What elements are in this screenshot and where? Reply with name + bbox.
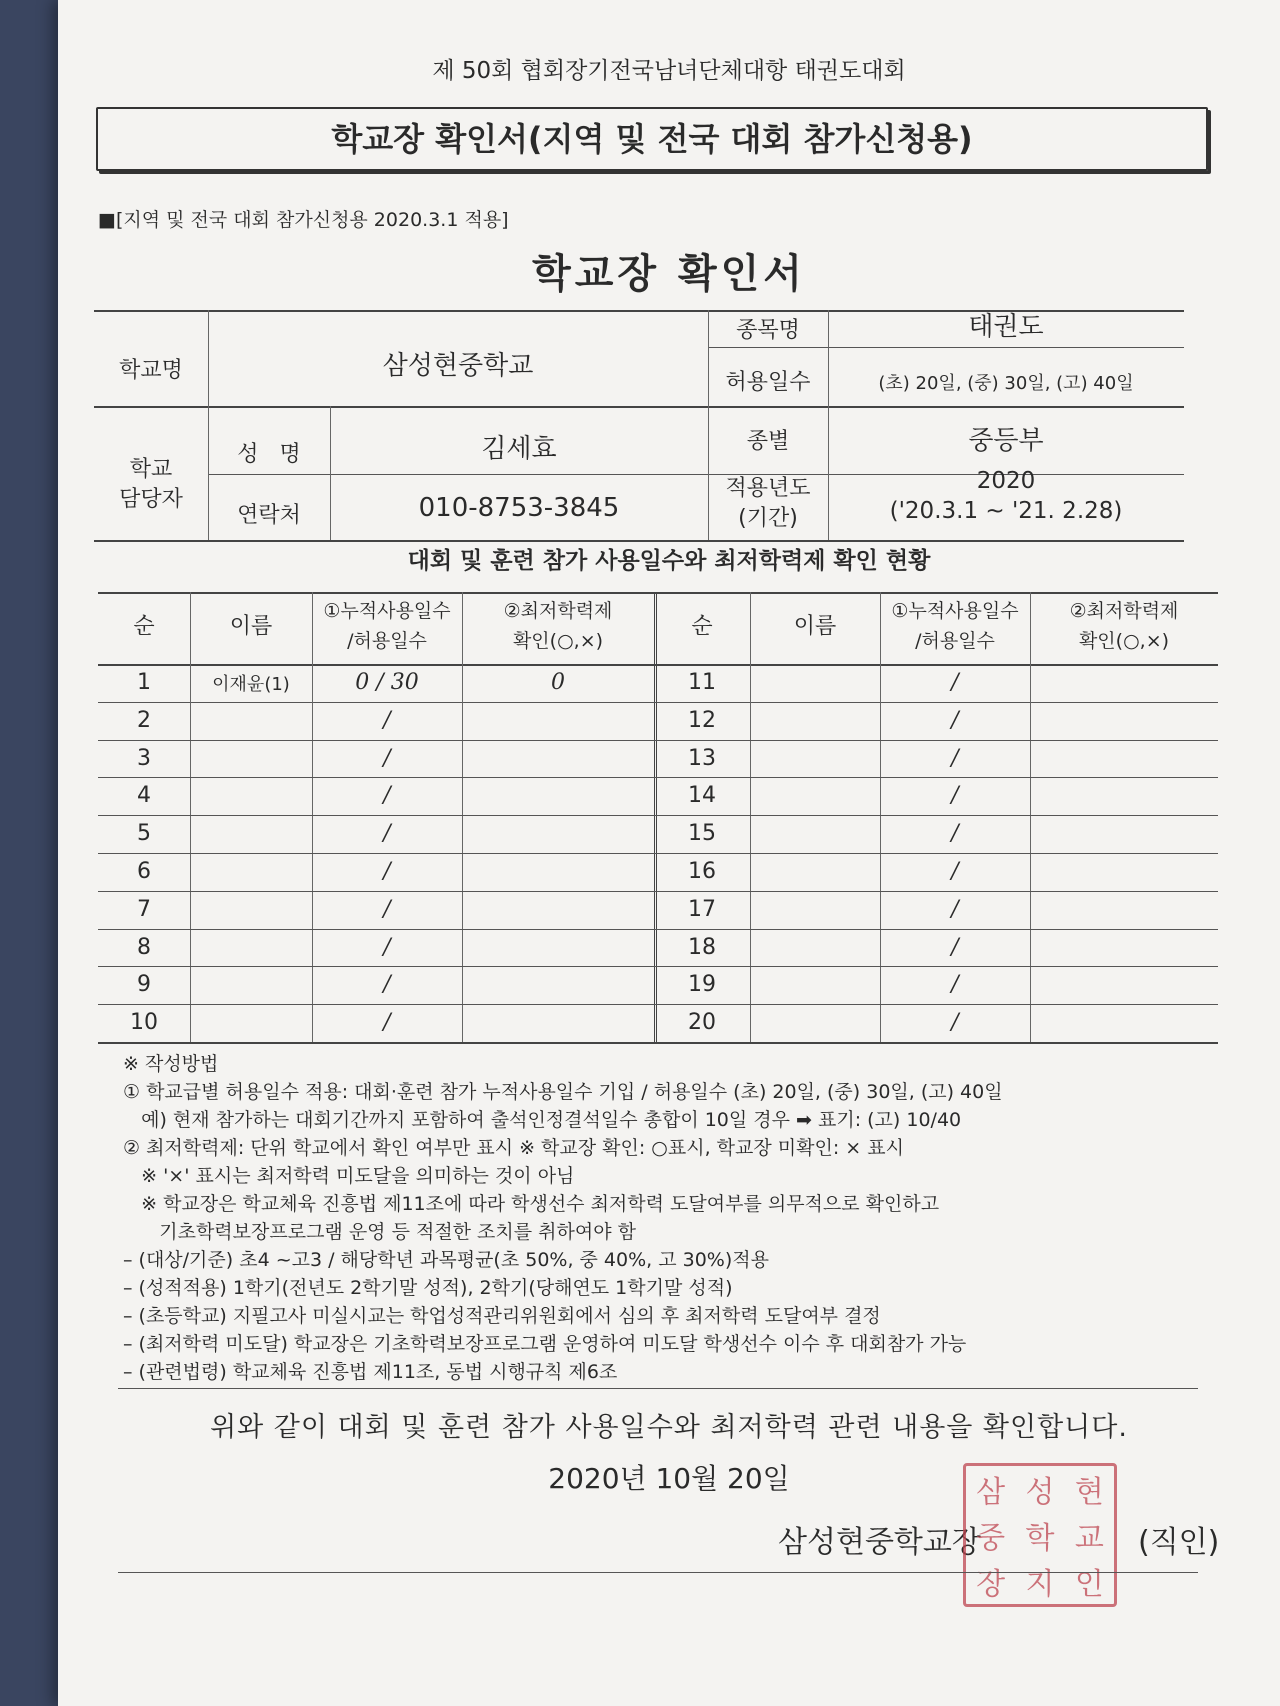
table-cell-no: 16: [688, 859, 716, 884]
confirmation-document: [58, 0, 1280, 1706]
writing-instructions: [123, 1050, 1003, 1386]
seal-label: (직인): [1138, 1525, 1220, 1560]
document-box-title: 학교장 확인서(지역 및 전국 대회 참가신청용): [96, 107, 1208, 171]
footer-bottom-line: [118, 1572, 1198, 1573]
seal-character: 교: [1074, 1521, 1104, 1556]
table-cell-days: /: [951, 707, 959, 733]
sport-value: 태권도: [968, 312, 1044, 342]
division-label: 종별: [746, 429, 790, 454]
table-cell-no: 4: [137, 783, 151, 809]
table-cell-days: /: [383, 896, 391, 922]
note-line: 기초학력보장프로그램 운영 등 적절한 조치를 취하여야 함: [123, 1221, 636, 1243]
col-line: [1030, 592, 1031, 1042]
table-cell-days: /: [383, 707, 391, 733]
table-cell-no: 18: [688, 934, 716, 960]
row-divider: [98, 1004, 654, 1005]
table-cell-days: /: [383, 972, 391, 998]
table-cell-no: 14: [688, 783, 716, 809]
table-cell-no: 10: [130, 1010, 158, 1036]
official-seal-stamp: [963, 1463, 1117, 1607]
row-divider: [98, 853, 654, 854]
col-line: [750, 592, 751, 1042]
row-divider: [98, 891, 654, 892]
name-label: 성 명: [237, 442, 301, 467]
header-days: ①누적사용일수 /허용일수: [323, 600, 451, 652]
note-line: – (최저학력 미도달) 학교장은 기초학력보장프로그램 운영하여 미도달 학생선수 이수 후 대회참가 가능: [123, 1333, 967, 1355]
table-cell-no: 1: [137, 670, 151, 695]
seal-character: 학: [1025, 1521, 1055, 1556]
row-divider: [654, 777, 1218, 778]
table-cell-days: /: [383, 1010, 391, 1036]
event-title: 제 50회 협회장기전국남녀단체대항 태권도대회: [432, 58, 906, 84]
row-divider: [98, 702, 654, 703]
contact-value: 010-8753-3845: [418, 493, 620, 523]
seal-character: 삼: [976, 1475, 1006, 1510]
header-no: 순: [691, 614, 713, 639]
note-line: – (관련법령) 학교체육 진흥법 제11조, 동법 시행규칙 제6조: [123, 1361, 618, 1383]
note-line: ② 최저학력제: 단위 학교에서 확인 여부만 표시 ※ 학교장 확인: ○표시, 학교장 미확인: × 표시: [123, 1137, 904, 1159]
year-label: 적용년도 (기간): [725, 476, 811, 531]
header-days: ①누적사용일수 /허용일수: [891, 600, 1019, 652]
header-check: ②최저학력제 확인(○,×): [1069, 600, 1179, 652]
seal-character: 장: [976, 1567, 1006, 1602]
row-divider: [654, 853, 1218, 854]
table-bottom-border: [98, 1042, 1218, 1044]
issue-date: 2020년 10월 20일: [548, 1462, 790, 1495]
table-cell-no: 5: [137, 821, 151, 847]
header-name: 이름: [793, 614, 837, 639]
notice-line: ■[지역 및 전국 대회 참가신청용 2020.3.1 적용]: [98, 209, 509, 231]
table-cell-days: /: [383, 821, 391, 847]
table-cell-no: 12: [688, 707, 716, 733]
row-divider: [98, 966, 654, 967]
header-check: ②최저학력제 확인(○,×): [503, 600, 613, 652]
allowed-days-value: (초) 20일, (중) 30일, (고) 40일: [878, 373, 1134, 394]
period-value: ('20.3.1 ~ '21. 2.28): [889, 498, 1123, 524]
row-divider: [654, 929, 1218, 930]
col-line: [190, 592, 191, 1042]
allowed-days-label: 허용일수: [725, 370, 811, 395]
note-line: ※ '×' 표시는 최저학력 미도달을 의미하는 것이 아님: [123, 1165, 575, 1187]
table-cell-days: /: [951, 745, 959, 771]
table-cell-no: 20: [688, 1010, 716, 1036]
table-cell-days: /: [383, 859, 391, 884]
table-cell-no: 3: [137, 745, 151, 771]
table-cell-no: 13: [688, 745, 716, 771]
table-cell-no: 7: [137, 896, 151, 922]
sport-label: 종목명: [736, 318, 800, 343]
info-divider: [94, 406, 1184, 408]
table-cell-days: /: [951, 670, 959, 695]
row-divider: [654, 891, 1218, 892]
document-title: 학교장 확인서: [532, 251, 806, 297]
row-divider: [98, 740, 654, 741]
seal-character: 현: [1074, 1475, 1104, 1510]
col-line: [462, 592, 463, 1042]
table-cell-days: /: [383, 783, 391, 809]
year-value: 2020: [976, 468, 1036, 494]
table-cell-no: 19: [688, 972, 716, 998]
table-cell-days: /: [951, 821, 959, 847]
note-line: ※ 작성방법: [123, 1053, 219, 1075]
row-divider: [654, 1004, 1218, 1005]
table-cell-no: 11: [688, 670, 716, 695]
table-cell-no: 17: [688, 896, 716, 922]
note-line: – (초등학교) 지필고사 미실시교는 학업성적관리위원회에서 심의 후 최저학력 도달여부 결정: [123, 1305, 881, 1327]
table-cell-days: /: [951, 783, 959, 809]
row-divider: [654, 702, 1218, 703]
note-line: 예) 현재 참가하는 대회기간까지 포함하여 출석인정결석일수 총합이 10일 경우 ➡ 표기: (고) 10/40: [123, 1109, 962, 1131]
table-cell-no: 9: [137, 972, 151, 998]
table-cell-days: /: [951, 934, 959, 960]
school-label: 학교명: [119, 358, 183, 383]
table-cell-days: /: [951, 1010, 959, 1036]
note-line: ※ 학교장은 학교체육 진흥법 제11조에 따라 학생선수 최저학력 도달여부를 의무적으로 확인하고: [123, 1193, 940, 1215]
row-divider: [98, 777, 654, 778]
table-cell-no: 2: [137, 707, 151, 733]
seal-character: 지: [1025, 1567, 1055, 1602]
table-cell-no: 8: [137, 934, 151, 960]
table-cell-check: 0: [551, 670, 565, 695]
footer-divider: [118, 1388, 1198, 1389]
table-cell-days: 0 / 30: [355, 670, 419, 695]
header-name: 이름: [229, 614, 273, 639]
note-line: – (대상/기준) 초4 ~고3 / 해당학년 과목평균(초 50%, 중 40%, 고 30%)적용: [123, 1249, 769, 1271]
school-value: 삼성현중학교: [382, 351, 534, 381]
table-cell-days: /: [951, 972, 959, 998]
division-value: 중등부: [968, 426, 1044, 456]
row-divider: [98, 929, 654, 930]
seal-character: 성: [1025, 1475, 1055, 1510]
row-divider: [654, 966, 1218, 967]
seal-character: 중: [976, 1521, 1006, 1556]
info-divider: [708, 347, 1184, 348]
table-cell-no: 15: [688, 821, 716, 847]
seal-character: 인: [1074, 1567, 1104, 1602]
signer-title: 삼성현중학교장: [778, 1525, 981, 1560]
contact-label: 연락처: [237, 503, 301, 528]
table-cell-name: 이재윤(1): [212, 674, 290, 695]
table-cell-days: /: [951, 859, 959, 884]
note-line: – (성적적용) 1학기(전년도 2학기말 성적), 2학기(당해연도 1학기말 성적): [123, 1277, 733, 1299]
note-line: ① 학교급별 허용일수 적용: 대회·훈련 참가 누적사용일수 기입 / 허용일수 (초) 20일, (중) 30일, (고) 40일: [123, 1081, 1003, 1103]
table-cell-days: /: [951, 896, 959, 922]
table-cell-days: /: [383, 745, 391, 771]
row-divider: [654, 815, 1218, 816]
row-divider: [654, 740, 1218, 741]
manager-name-value: 김세효: [481, 434, 557, 464]
section-title: 대회 및 훈련 참가 사용일수와 최저학력제 확인 현황: [407, 548, 931, 574]
row-divider: [98, 815, 654, 816]
header-no: 순: [133, 614, 155, 639]
table-cell-no: 6: [137, 859, 151, 884]
manager-label: 학교 담당자: [119, 457, 183, 512]
table-cell-days: /: [383, 934, 391, 960]
confirmation-statement: 위와 같이 대회 및 훈련 참가 사용일수와 최저학력 관련 내용을 확인합니다.: [210, 1412, 1128, 1443]
